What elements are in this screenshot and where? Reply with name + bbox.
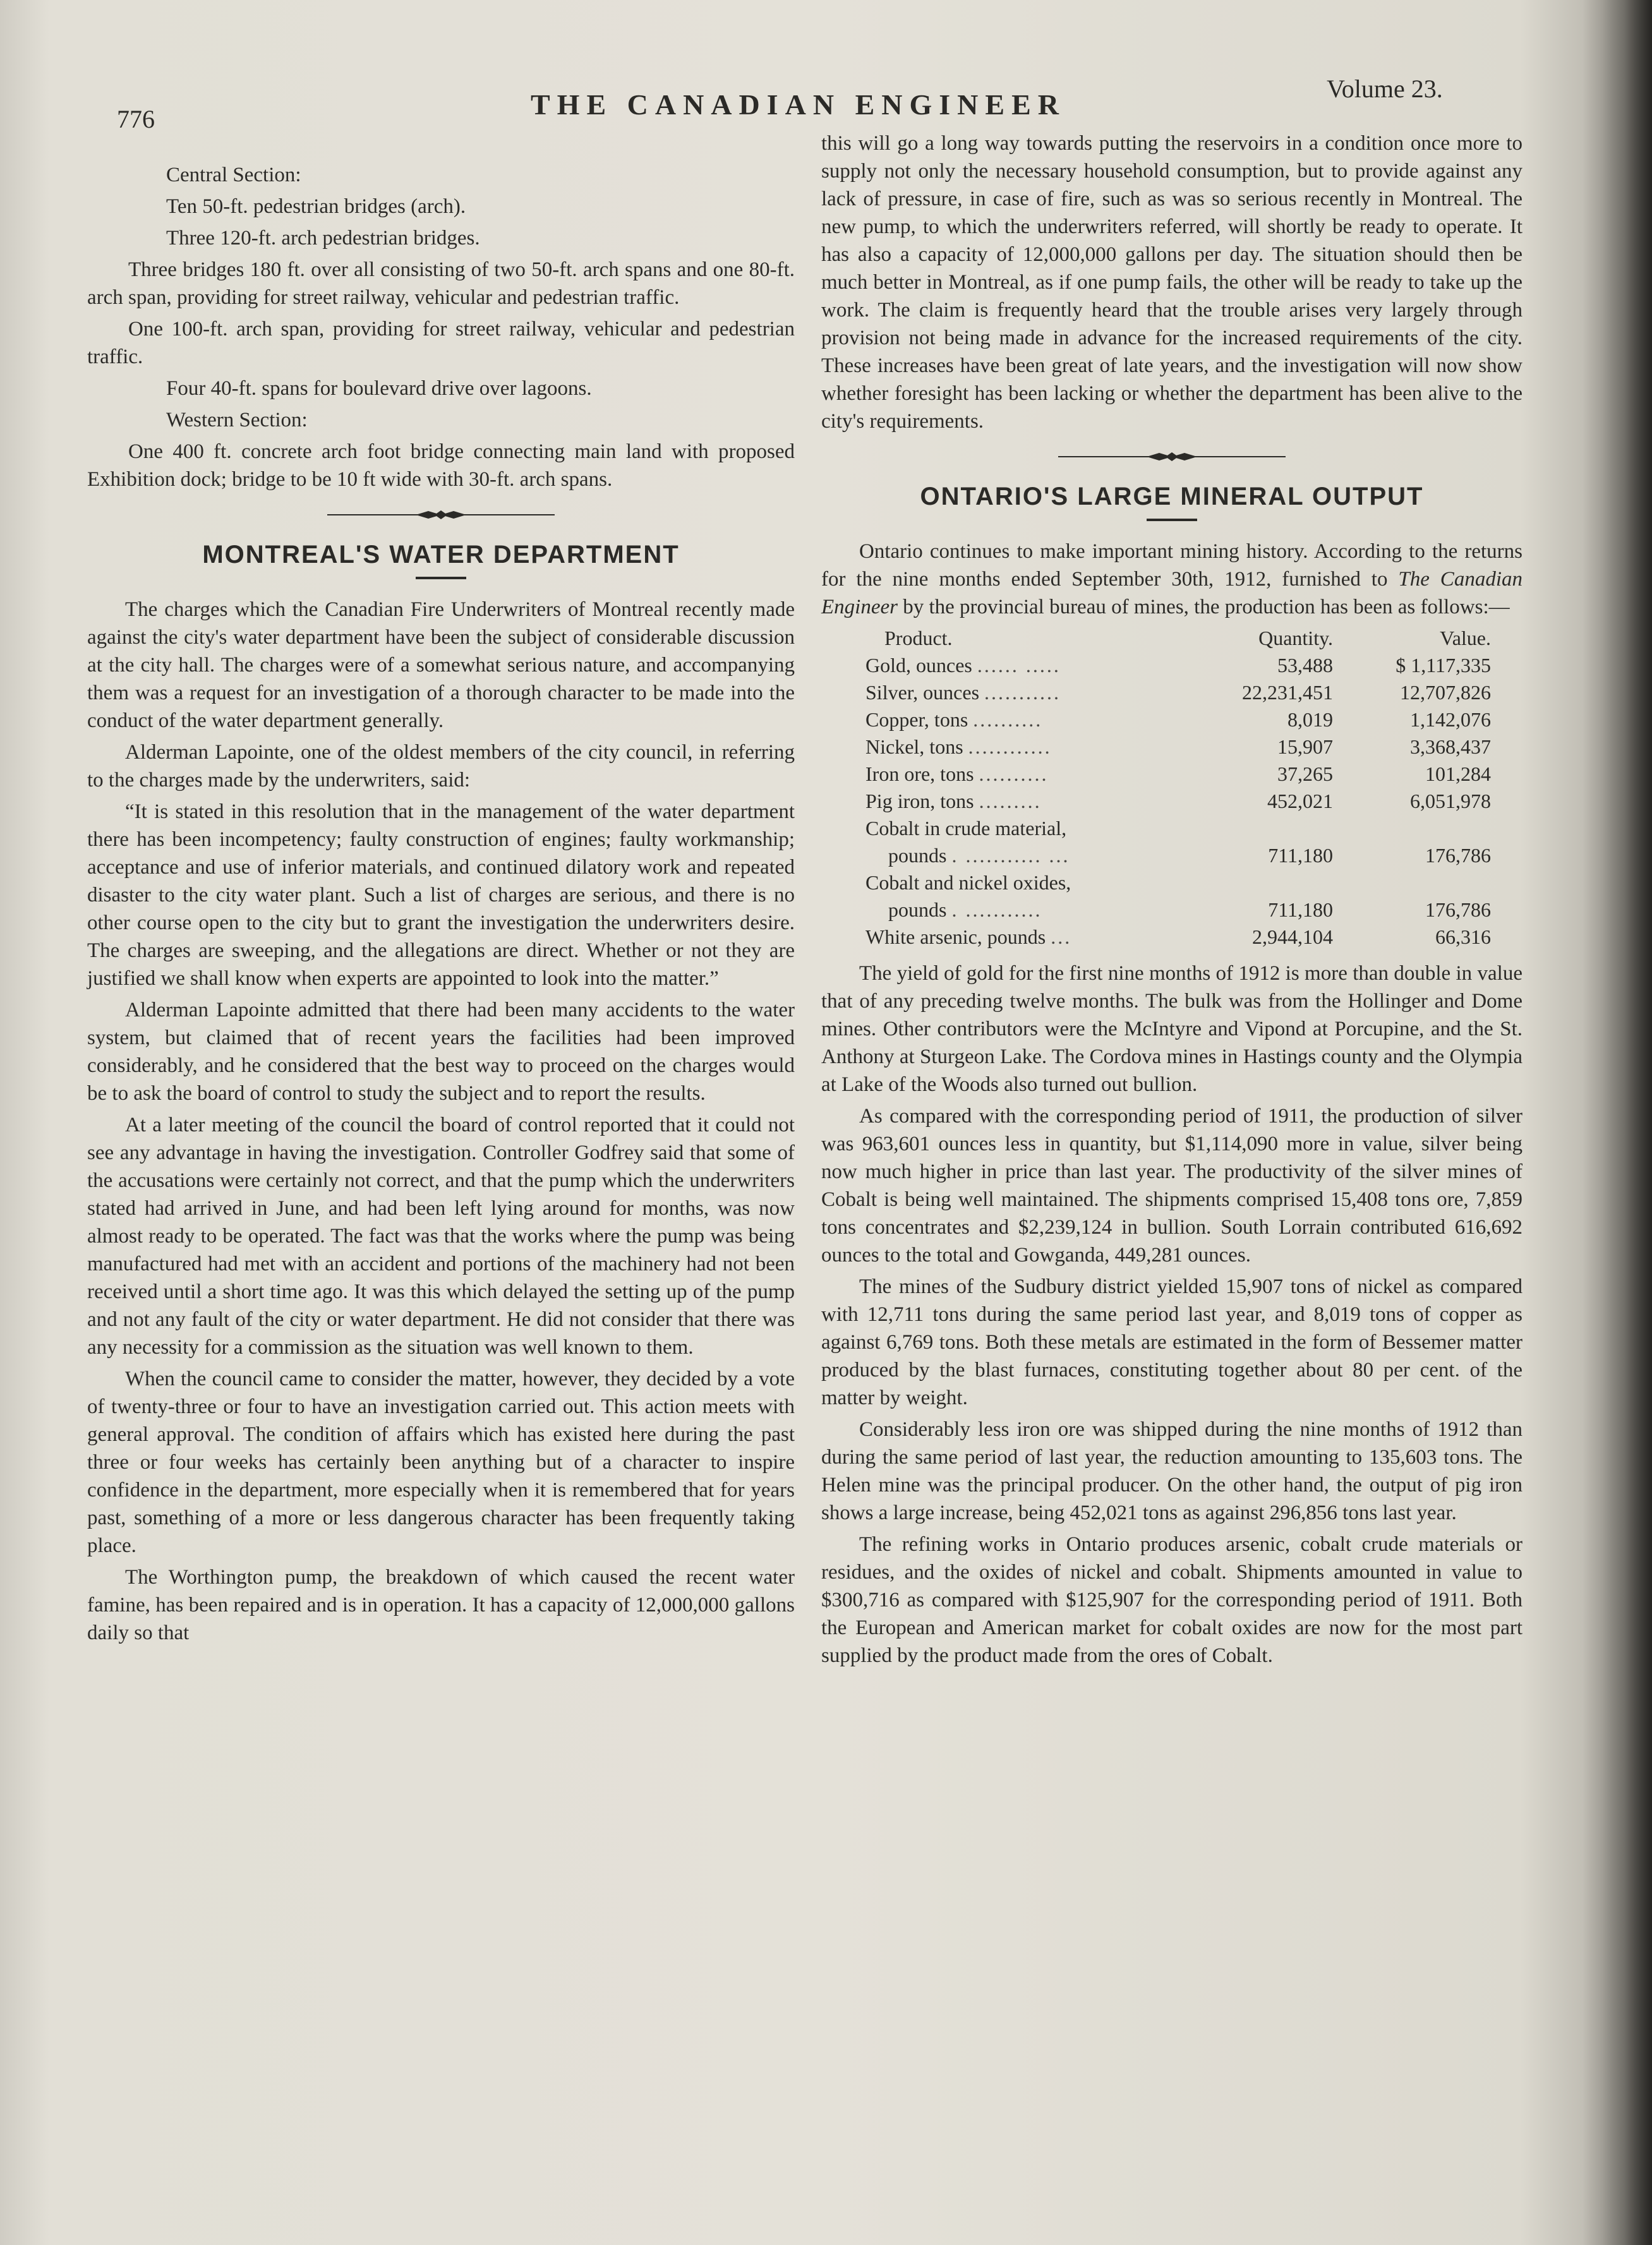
product-cell [865,679,1194,706]
quantity-cell: 22,231,451 [1242,681,1333,704]
value-cell: 12,707,826 [1400,681,1491,704]
product-cell [865,788,1194,815]
value-cell: 3,368,437 [1410,735,1491,758]
quantity-cell: 452,021 [1267,790,1333,812]
paragraph: Alderman Lapointe, one of the oldest members of the city council, in referring to the charges made by the underwriters, said: [87,741,795,791]
table-row [865,652,1504,679]
list-item: Ten 50-ft. pedestrian bridges (arch). [166,195,466,218]
product-unit: pounds [888,844,947,867]
product-name: Cobalt and nickel oxides, [865,871,1071,894]
binding-shadow [1583,0,1652,2245]
right-column [821,129,1522,1673]
list-item: One 400 ft. concrete arch foot bridge connecting main land with proposed Exhibition dock; bridge to be 10 ft wide with 30-ft. arch spans. [87,440,795,491]
paragraph: Considerably less iron ore was shipped during the nine months of 1912 than during the same period of last year, the reduction amounting to 135,603 tons. The Helen mine was the principal producer. On the other hand, the output of pig iron shows a large increase, being 452,021 tons as against 296,856 tons last year. [821,1418,1522,1524]
leader-dots: .......... [973,708,1043,731]
product-cell [865,706,1194,733]
table-header-row [865,625,1504,652]
intro-text: Ontario continues to make important mining history. According to the returns for the nine months ended September 30th, 1912, furnished to [821,540,1522,591]
leader-dots: ...... ..... [977,654,1061,677]
journal-name-italic: The Canadian Engineer [821,568,1522,618]
table-row [865,788,1504,815]
product-name: Silver, ounces [865,681,980,704]
page-number: 776 [117,105,155,133]
quantity-cell: 711,180 [1268,844,1333,867]
quantity-cell: 711,180 [1268,898,1333,921]
quantity-cell: 53,488 [1277,654,1333,677]
quantity-cell: 37,265 [1277,762,1333,785]
paragraph: The charges which the Canadian Fire Underwriters of Montreal recently made against the city's water department have been the subject of considerable discussion at the city hall. The charges were of a somewhat serious nature, and accompanying them was a request for an investigation of a thorough character to be made into the conduct of the water department generally. [87,598,795,732]
list-item: Four 40-ft. spans for boulevard drive over lagoons. [166,377,592,400]
list-item: One 100-ft. arch span, providing for street railway, vehicular and pedestrian traffic. [87,318,795,368]
paragraph: The mines of the Sudbury district yielded 15,907 tons of nickel as compared with 12,711 tons during the same period last year, and 8,019 tons of copper as against 6,769 tons. Both these metals are estimated in the form of Bessemer matter produced by the blast furnaces, constituting together about 80 per cent. of the matter by weight. [821,1275,1522,1409]
title-rule [1147,519,1197,521]
product-cell [865,761,1194,788]
list-item: Three bridges 180 ft. over all consisting of two 50-ft. arch spans and one 80-ft. arch span, providing for street railway, vehicular and pedestrian traffic. [87,258,795,309]
product-cell [865,924,1194,951]
table-row [865,761,1504,788]
value-cell: 6,051,978 [1410,790,1491,812]
table-row [865,733,1504,761]
product-cell [865,869,1194,924]
leader-dots: . ........... [951,898,1042,921]
paragraph: As compared with the corresponding period of 1911, the production of silver was 963,601 ounces less in quantity, but $1,114,090 more in value, silver being now much higher in price than last year. The productivity of the silver mines of Cobalt is being well maintained. The shipments comprised 15,408 tons ore, 7,859 tons concentrates and $2,239,124 in bullion. South Lorrain contributed 616,692 ounces to the total and Gowganda, 449,281 ounces. [821,1105,1522,1267]
quantity-cell: 15,907 [1277,735,1333,758]
journal-title: THE CANADIAN ENGINEER [531,88,1066,121]
table-row [865,706,1504,733]
paragraph: Alderman Lapointe admitted that there had been many accidents to the water system, but claimed that of recent years the facilities had been improved considerably, and he considered that the best way to proceed on the charges would be to ask the board of control to study the subject and to report the results. [87,999,795,1105]
table-row [865,815,1504,869]
running-header [0,66,1652,136]
product-unit-line [865,842,1194,869]
value-cell: $ 1,117,335 [1396,654,1491,677]
value-cell: 1,142,076 [1410,708,1491,731]
list-item: Central Section: [166,164,301,186]
value-cell: 176,786 [1425,844,1491,867]
article-title: ONTARIO'S LARGE MINERAL OUTPUT [920,483,1424,510]
value-cell: 66,316 [1435,925,1491,948]
paragraph: When the council came to consider the matter, however, they decided by a vote of twenty-three or four to have an investigation carried out. This action meets with general approval. The condition of affairs which has existed here during the past three or four weeks has certainly been anything but of a character to inspire confidence in the department, more especially when it is remembered that for years past, something of a more or less dangerous character has been frequently taking place. [87,1368,795,1557]
title-rule [416,577,466,579]
paragraph: The Worthington pump, the breakdown of which caused the recent water famine, has been repaired and is in operation. It has a capacity of 12,000,000 gallons daily so that [87,1566,795,1644]
left-column [87,161,795,1651]
section-divider-ornament [327,507,555,522]
product-name: Nickel, tons [865,735,963,758]
leader-dots: ... [1051,925,1072,948]
paragraph: The refining works in Ontario produces arsenic, cobalt crude materials or residues, and the oxides of nickel and cobalt. Shipments amounted in value to $300,716 as compared with $125,907 for the corresponding period of 1911. Both the European and American market for cobalt oxides are now for the most part supplied by the product made from the ores of Cobalt. [821,1533,1522,1667]
volume-label: Volume 23. [1327,75,1443,103]
value-cell: 101,284 [1425,762,1491,785]
quantity-cell: 8,019 [1287,708,1333,731]
leader-dots: ......... [979,790,1042,812]
section-divider-ornament [1058,449,1286,464]
value-cell: 176,786 [1425,898,1491,921]
table-row [865,869,1504,924]
intro-end-text: by the provincial bureau of mines, the production has been as follows:— [897,596,1510,618]
quantity-cell: 2,944,104 [1252,925,1333,948]
paragraph: The yield of gold for the first nine months of 1912 is more than double in value that of any preceding twelve months. The bulk was from the Hollinger and Dome mines. Other contributors were the McIntyre and Vipond at Porcupine, and the St. Anthony at Sturgeon Lake. The Cordova mines in Hastings county and the Olympia at Lake of the Woods also turned out bullion. [821,962,1522,1096]
leader-dots: ............ [968,735,1052,758]
table-row [865,924,1504,951]
product-name: White arsenic, pounds [865,925,1046,948]
continued-paragraph: this will go a long way towards putting the reservoirs in a condition once more to supply not only the necessary household consumption, but to provide against any lack of pressure, in case of fire, such as was so serious recently in Montreal. The new pump, to which the underwriters referred, will shortly be ready to operate. It has also a capacity of 12,000,000 gallons per day. The situation should then be much better in Montreal, as if one pump fails, the other will be ready to take up the work. The claim is frequently heard that the trouble arises very largely through provision not being made in advance for the increased requirements of the city. These increases have been great of late years, and the investigation will now show whether foresight has been lacking or whether the department has been alive to the city's requirements. [821,132,1522,433]
product-cell [865,815,1194,869]
table-row [865,679,1504,706]
leader-dots: . ........... ... [951,844,1070,867]
mineral-output-table [865,625,1504,951]
product-cell [865,733,1194,761]
paragraph: At a later meeting of the council the board of control reported that it could not see any advantage in having the investigation. Controller Godfrey said that some of the accusations were certainly not correct, and that the pump which the underwriters stated had arrived in June, and had been left lying around for months, was now almost ready to be operated. The fact was that the works where the pump was being manufactured had met with an accident and portions of the machinery had not been received until a short time ago. It was this which delayed the setting up of the pump and not any fault of the city or water department. He did not consider that there was any necessity for a commission as the situation was well known to them. [87,1114,795,1359]
product-name: Iron ore, tons [865,762,974,785]
bridge-list [87,161,795,493]
list-item: Three 120-ft. arch pedestrian bridges. [166,227,480,250]
product-name: Cobalt in crude material, [865,817,1067,840]
column-header-product: Product. [884,627,953,649]
column-header-quantity: Quantity. [1258,627,1333,649]
intro-paragraph [821,538,1522,621]
product-unit: pounds [888,898,947,921]
product-cell [865,652,1194,679]
leader-dots: ........... [984,681,1061,704]
list-item: Western Section: [166,409,308,431]
article-title: MONTREAL'S WATER DEPARTMENT [202,541,680,569]
product-name: Copper, tons [865,708,968,731]
product-name: Gold, ounces [865,654,972,677]
product-unit-line [865,896,1194,924]
leader-dots: .......... [979,762,1049,785]
column-header-value: Value. [1440,627,1491,649]
quotation-paragraph: “It is stated in this resolution that in the management of the water department there has been incompetency; faulty construction of engines; faulty workmanship; acceptance and use of inferior materials, and continued dilatory work and repeated disaster to the city water plant. Such a list of charges are serious, and there is no other course open to the city but to grant the investigation the underwriters desire. The charges are sweeping, and the allegations are direct. Whether or not they are justified we shall know when experts are appointed to look into the matter.” [87,800,795,990]
product-name: Pig iron, tons [865,790,974,812]
